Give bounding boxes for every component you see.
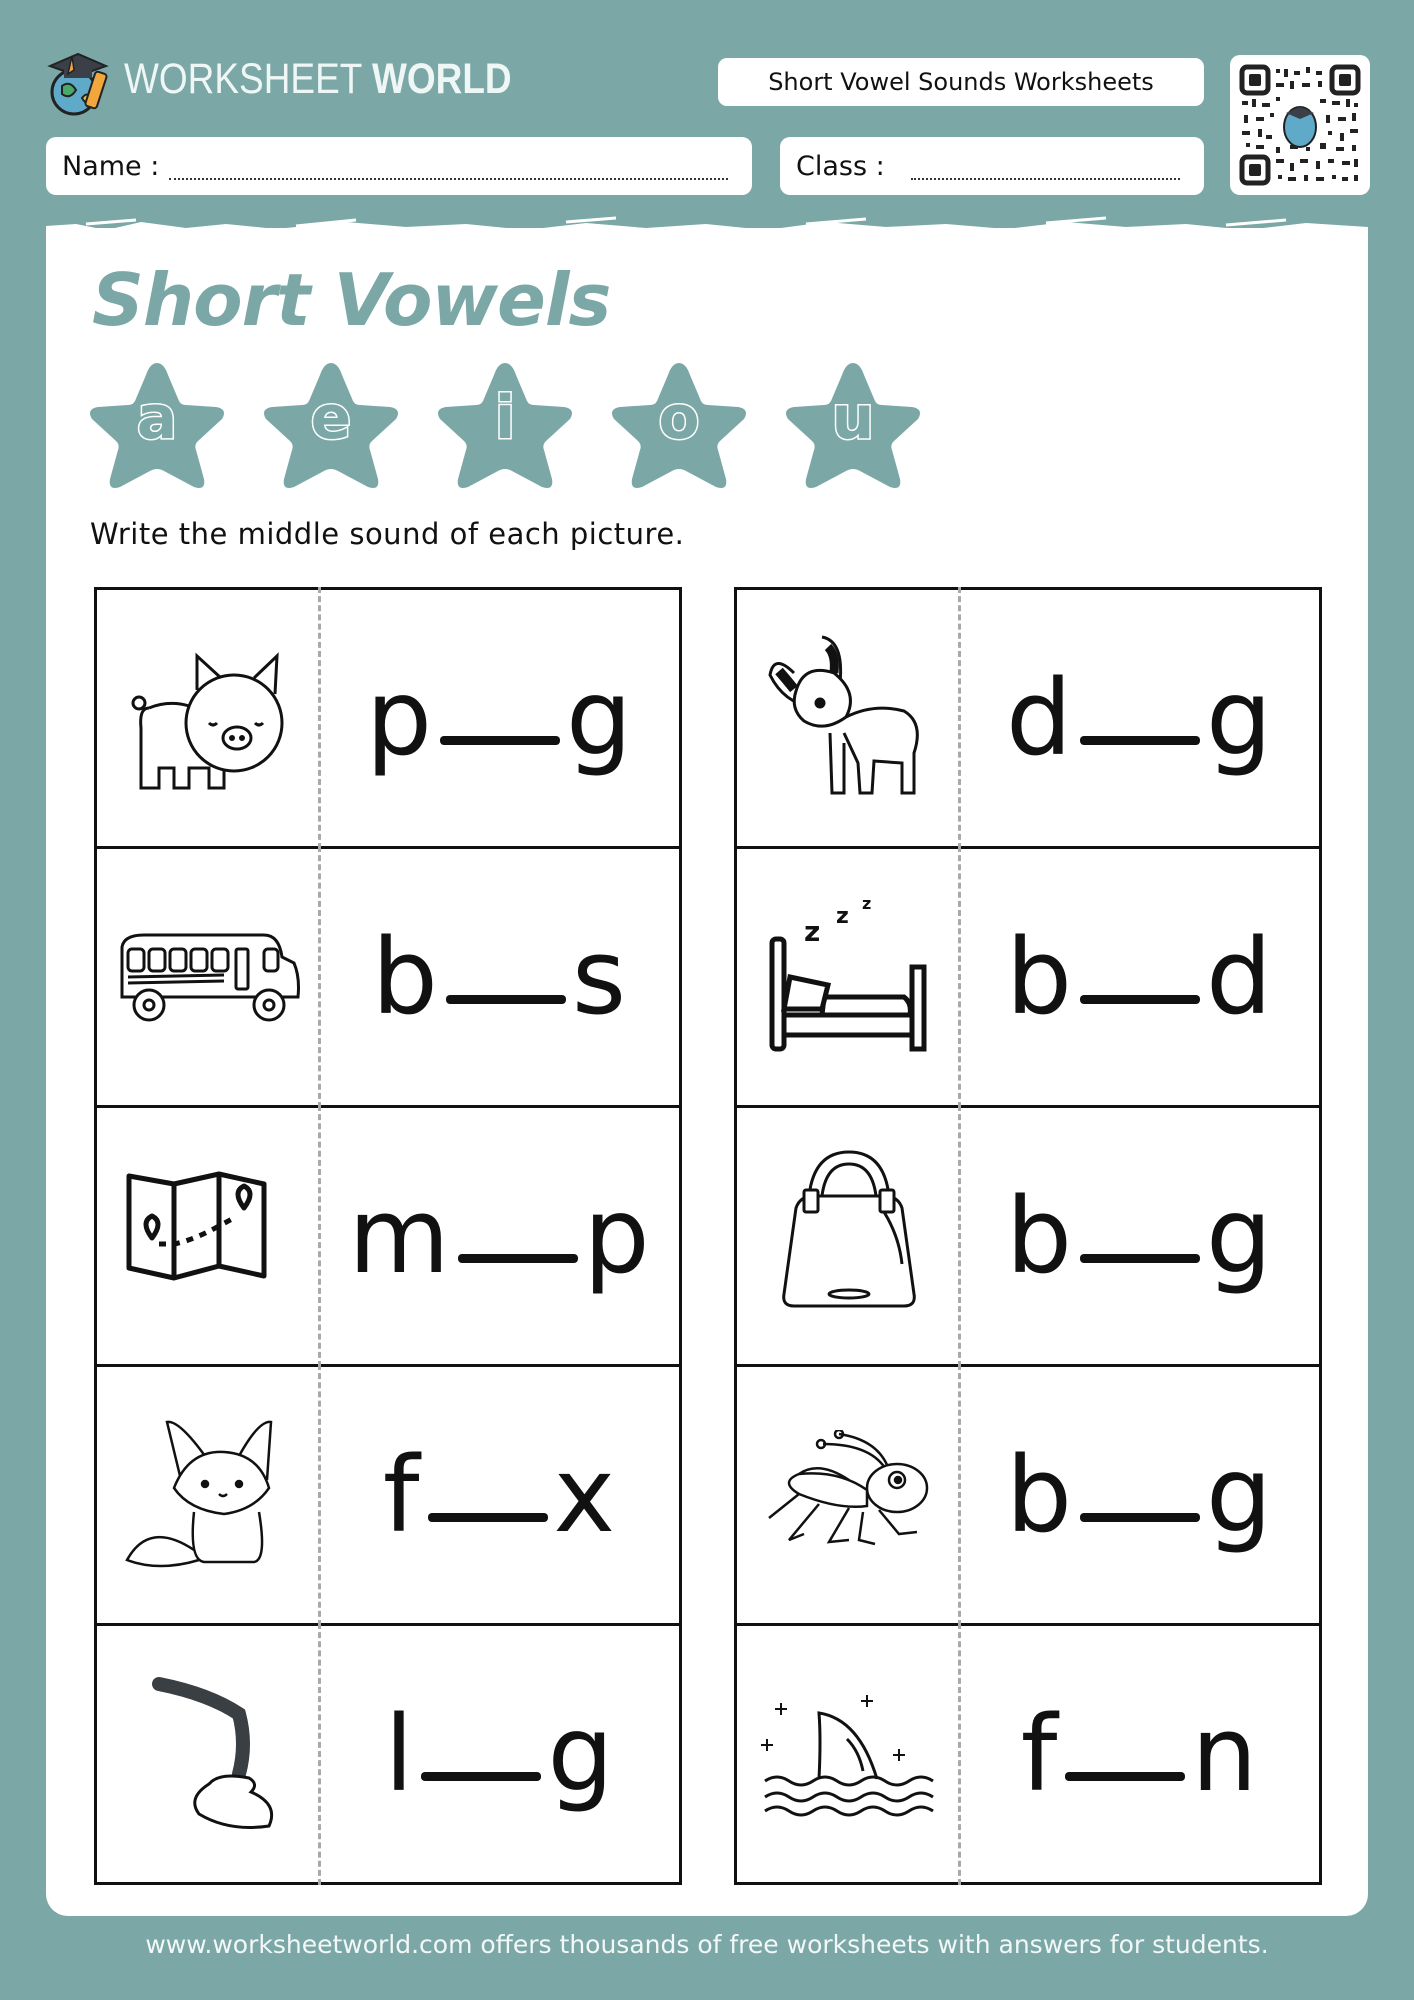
word-template (321, 1367, 679, 1623)
word-template (321, 849, 679, 1105)
footer-text: www.worksheetworld.com offers thousands of free worksheets with answers for students. (145, 1930, 1269, 1959)
qr-code-icon (1230, 55, 1370, 195)
last-letter: g (1206, 1434, 1275, 1556)
dog-icon (737, 590, 961, 846)
fin-icon (737, 1626, 961, 1882)
word-template (961, 849, 1319, 1105)
first-letter: l (384, 1693, 416, 1815)
exercise-row-map (97, 1108, 679, 1367)
word-template (321, 590, 679, 846)
fox-icon (97, 1367, 321, 1623)
vowel-letter: i (494, 383, 516, 453)
first-letter: f (1020, 1693, 1060, 1815)
word-template (321, 1108, 679, 1364)
exercise-row-fin (737, 1626, 1319, 1882)
last-letter: g (1206, 657, 1275, 779)
exercise-row-bed (737, 849, 1319, 1108)
vowel-letter: o (658, 383, 700, 453)
bug-icon (737, 1367, 961, 1623)
svg-text:z: z (862, 897, 872, 913)
answer-blank[interactable] (446, 995, 566, 1004)
word-template (961, 1367, 1319, 1623)
exercise-row-bag (737, 1108, 1319, 1367)
answer-blank[interactable] (1080, 995, 1200, 1004)
map-icon (97, 1108, 321, 1364)
answer-blank[interactable] (421, 1772, 541, 1781)
last-letter: d (1206, 916, 1275, 1038)
first-letter: b (371, 916, 440, 1038)
pig-icon (97, 590, 321, 846)
last-letter: x (553, 1434, 618, 1556)
name-field[interactable] (46, 137, 752, 195)
answer-blank[interactable] (1080, 1513, 1200, 1522)
first-letter: f (382, 1434, 422, 1556)
bus-icon (97, 849, 321, 1105)
word-template (961, 1108, 1319, 1364)
page-title: Short Vowels (92, 258, 611, 342)
class-input-line[interactable] (911, 178, 1180, 180)
last-letter: g (566, 657, 635, 779)
exercise-row-leg (97, 1626, 679, 1882)
brand-name (124, 55, 512, 104)
worksheet-title-badge: Short Vowel Sounds Worksheets (718, 58, 1204, 106)
answer-blank[interactable] (1065, 1772, 1185, 1781)
first-letter: p (365, 657, 434, 779)
class-field[interactable] (780, 137, 1204, 195)
brand-name-bold: WORLD (371, 55, 512, 103)
word-template (961, 1626, 1319, 1882)
svg-text:z: z (836, 904, 849, 929)
vowel-letter: e (310, 383, 352, 453)
right-exercise-table (734, 587, 1322, 1885)
svg-text:z: z (804, 915, 821, 948)
brush-edge-decoration (46, 212, 1368, 246)
last-letter: g (1206, 1175, 1275, 1297)
name-label: Name : (62, 150, 160, 182)
vowel-stars (84, 355, 926, 495)
word-template (321, 1626, 679, 1882)
first-letter: d (1005, 657, 1074, 779)
answer-blank[interactable] (428, 1513, 548, 1522)
brand-name-light: WORKSHEET (124, 55, 362, 103)
last-letter: n (1191, 1693, 1260, 1815)
bed-icon (737, 849, 961, 1105)
left-exercise-table (94, 587, 682, 1885)
exercise-row-pig (97, 590, 679, 849)
instructions: Write the middle sound of each picture. (90, 517, 685, 551)
name-input-line[interactable] (169, 178, 728, 180)
answer-blank[interactable] (1080, 1254, 1200, 1263)
class-label: Class : (796, 150, 885, 182)
last-letter: s (571, 916, 629, 1038)
vowel-letter: a (136, 383, 178, 453)
last-letter: g (547, 1693, 616, 1815)
vowel-star-e (258, 355, 404, 495)
answer-blank[interactable] (440, 736, 560, 745)
last-letter: p (583, 1175, 652, 1297)
first-letter: b (1005, 1434, 1074, 1556)
leg-icon (97, 1626, 321, 1882)
vowel-star-i (432, 355, 578, 495)
logo-icon (44, 42, 116, 118)
answer-blank[interactable] (458, 1254, 578, 1263)
vowel-star-u (780, 355, 926, 495)
first-letter: b (1005, 916, 1074, 1038)
exercise-row-bug (737, 1367, 1319, 1626)
answer-blank[interactable] (1080, 736, 1200, 745)
first-letter: m (348, 1175, 452, 1297)
first-letter: b (1005, 1175, 1074, 1297)
word-template (961, 590, 1319, 846)
exercise-row-fox (97, 1367, 679, 1626)
bag-icon (737, 1108, 961, 1364)
vowel-star-o (606, 355, 752, 495)
exercise-row-bus (97, 849, 679, 1108)
vowel-star-a (84, 355, 230, 495)
exercise-row-dog (737, 590, 1319, 849)
vowel-letter: u (831, 383, 875, 453)
